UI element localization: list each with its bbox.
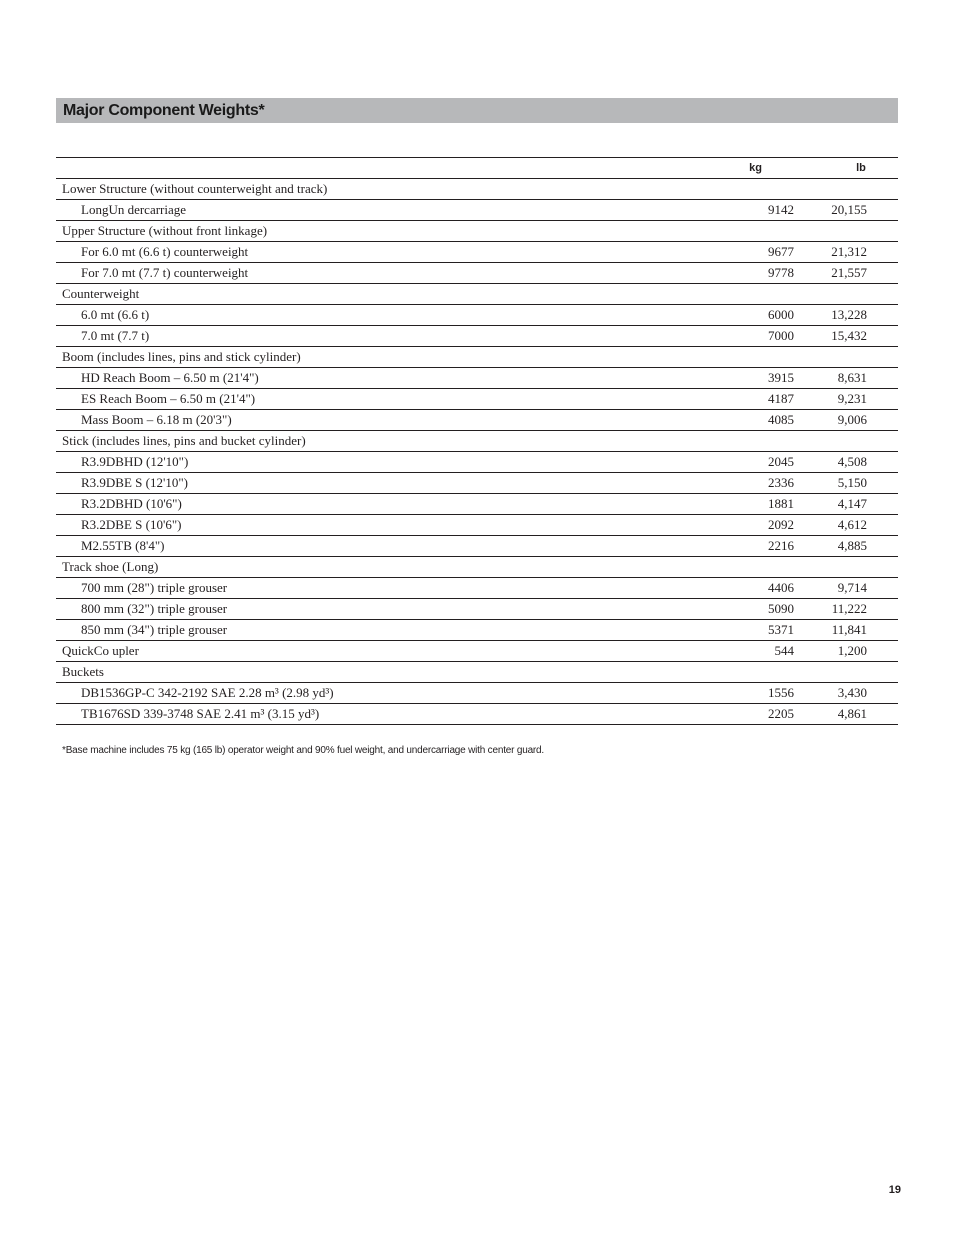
table-row (56, 620, 898, 641)
component-name: DB1536GP-C 342-2192 SAE 2.28 m³ (2.98 yd³) (56, 683, 686, 704)
weight-kg-cell (686, 452, 794, 473)
table-row (56, 473, 898, 494)
weight-kg-cell (686, 305, 794, 326)
weight-lb: 8,631 (794, 368, 898, 389)
table-row (56, 368, 898, 389)
table-row (56, 326, 898, 347)
weight-kg: 7000 (768, 328, 794, 343)
component-name: For 7.0 mt (7.7 t) counterweight (56, 263, 686, 284)
component-name: HD Reach Boom – 6.50 m (21'4") (56, 368, 686, 389)
weight-lb: 9,231 (794, 389, 898, 410)
weight-kg-cell (686, 263, 794, 284)
weight-kg: 4085 (768, 412, 794, 427)
header-kg-label: kg (749, 162, 762, 174)
table-row (56, 599, 898, 620)
footnote: *Base machine includes 75 kg (165 lb) operator weight and 90% fuel weight, and undercarriage with center guard. (62, 745, 544, 756)
weight-kg: 9778 (768, 265, 794, 280)
component-name: M2.55TB (8'4") (56, 536, 686, 557)
weight-kg-cell (686, 515, 794, 536)
component-name: ES Reach Boom – 6.50 m (21'4") (56, 389, 686, 410)
table-row (56, 641, 898, 662)
header-lb (794, 158, 898, 179)
component-name: 6.0 mt (6.6 t) (56, 305, 686, 326)
weight-lb: 21,557 (794, 263, 898, 284)
weight-kg: 2216 (768, 538, 794, 553)
weight-kg: 3915 (768, 370, 794, 385)
component-name: R3.2DBE S (10'6") (56, 515, 686, 536)
table-row (56, 200, 898, 221)
table-row (56, 683, 898, 704)
component-name: Buckets (56, 662, 686, 683)
header-kg (686, 158, 794, 179)
weight-kg-cell (686, 641, 794, 662)
table-row (56, 578, 898, 599)
weight-lb: 9,714 (794, 578, 898, 599)
table-body (56, 179, 898, 725)
weight-lb (794, 557, 898, 578)
page-number: 19 (888, 1184, 901, 1196)
weight-kg-cell (686, 536, 794, 557)
weight-lb: 4,147 (794, 494, 898, 515)
weight-lb (794, 179, 898, 200)
weight-kg-cell (686, 410, 794, 431)
table-row (56, 431, 898, 452)
weight-kg-cell (686, 347, 794, 368)
section-title: Major Component Weights* (56, 98, 898, 123)
component-name: 850 mm (34") triple grouser (56, 620, 686, 641)
weight-kg-cell (686, 578, 794, 599)
weight-lb: 21,312 (794, 242, 898, 263)
table-header-row (56, 158, 898, 179)
weight-kg: 4406 (768, 580, 794, 595)
weight-kg-cell (686, 662, 794, 683)
table-row (56, 557, 898, 578)
component-name: Counterweight (56, 284, 686, 305)
component-name: Stick (includes lines, pins and bucket cylinder) (56, 431, 686, 452)
weight-kg: 544 (774, 643, 794, 658)
table-row (56, 389, 898, 410)
table-row (56, 284, 898, 305)
weight-lb: 4,508 (794, 452, 898, 473)
weight-lb: 4,861 (794, 704, 898, 725)
weight-kg-cell (686, 326, 794, 347)
component-name: Track shoe (Long) (56, 557, 686, 578)
component-name: Lower Structure (without counterweight and track) (56, 179, 686, 200)
weight-kg: 5371 (768, 622, 794, 637)
table-row (56, 410, 898, 431)
component-name: LongUn dercarriage (56, 200, 686, 221)
weight-lb: 11,222 (794, 599, 898, 620)
component-name: Mass Boom – 6.18 m (20'3") (56, 410, 686, 431)
weight-kg-cell (686, 389, 794, 410)
weight-lb: 13,228 (794, 305, 898, 326)
weight-kg-cell (686, 473, 794, 494)
table-row (56, 221, 898, 242)
weight-kg: 2092 (768, 517, 794, 532)
weight-lb: 3,430 (794, 683, 898, 704)
component-name: 7.0 mt (7.7 t) (56, 326, 686, 347)
table-row (56, 179, 898, 200)
weight-kg-cell (686, 284, 794, 305)
weight-kg: 6000 (768, 307, 794, 322)
weight-kg-cell (686, 494, 794, 515)
table-row (56, 452, 898, 473)
weight-kg-cell (686, 704, 794, 725)
weight-lb: 1,200 (794, 641, 898, 662)
weight-kg: 2205 (768, 706, 794, 721)
weight-kg: 5090 (768, 601, 794, 616)
weight-kg-cell (686, 242, 794, 263)
weight-kg: 9677 (768, 244, 794, 259)
component-name: Boom (includes lines, pins and stick cylinder) (56, 347, 686, 368)
table-row (56, 305, 898, 326)
weight-kg: 1881 (768, 496, 794, 511)
weight-kg: 9142 (768, 202, 794, 217)
weight-kg: 2045 (768, 454, 794, 469)
weight-lb: 15,432 (794, 326, 898, 347)
weight-kg: 1556 (768, 685, 794, 700)
weight-kg-cell (686, 179, 794, 200)
weight-kg-cell (686, 221, 794, 242)
table-row (56, 662, 898, 683)
weight-lb: 20,155 (794, 200, 898, 221)
table-row (56, 704, 898, 725)
table-row (56, 347, 898, 368)
table-row (56, 536, 898, 557)
weight-kg-cell (686, 368, 794, 389)
weight-lb (794, 221, 898, 242)
weight-lb (794, 662, 898, 683)
weight-lb (794, 431, 898, 452)
component-name: 800 mm (32") triple grouser (56, 599, 686, 620)
weight-kg-cell (686, 620, 794, 641)
component-name: R3.9DBE S (12'10") (56, 473, 686, 494)
weight-lb: 9,006 (794, 410, 898, 431)
weight-lb: 4,612 (794, 515, 898, 536)
component-name: Upper Structure (without front linkage) (56, 221, 686, 242)
weight-kg-cell (686, 431, 794, 452)
component-name: TB1676SD 339-3748 SAE 2.41 m³ (3.15 yd³) (56, 704, 686, 725)
table-row (56, 263, 898, 284)
weight-kg: 4187 (768, 391, 794, 406)
component-name: R3.2DBHD (10'6") (56, 494, 686, 515)
component-name: For 6.0 mt (6.6 t) counterweight (56, 242, 686, 263)
weight-lb: 5,150 (794, 473, 898, 494)
weight-kg: 2336 (768, 475, 794, 490)
component-name: 700 mm (28") triple grouser (56, 578, 686, 599)
weight-kg-cell (686, 683, 794, 704)
weight-kg-cell (686, 599, 794, 620)
component-name: R3.9DBHD (12'10") (56, 452, 686, 473)
table-row (56, 494, 898, 515)
weight-kg-cell (686, 557, 794, 578)
component-weights-table (56, 157, 898, 725)
weight-lb (794, 284, 898, 305)
weight-lb: 4,885 (794, 536, 898, 557)
weight-lb (794, 347, 898, 368)
weight-kg-cell (686, 200, 794, 221)
component-name: QuickCo upler (56, 641, 686, 662)
header-component (56, 158, 686, 179)
table-row (56, 242, 898, 263)
header-lb-label: lb (856, 162, 866, 174)
weight-lb: 11,841 (794, 620, 898, 641)
table-row (56, 515, 898, 536)
